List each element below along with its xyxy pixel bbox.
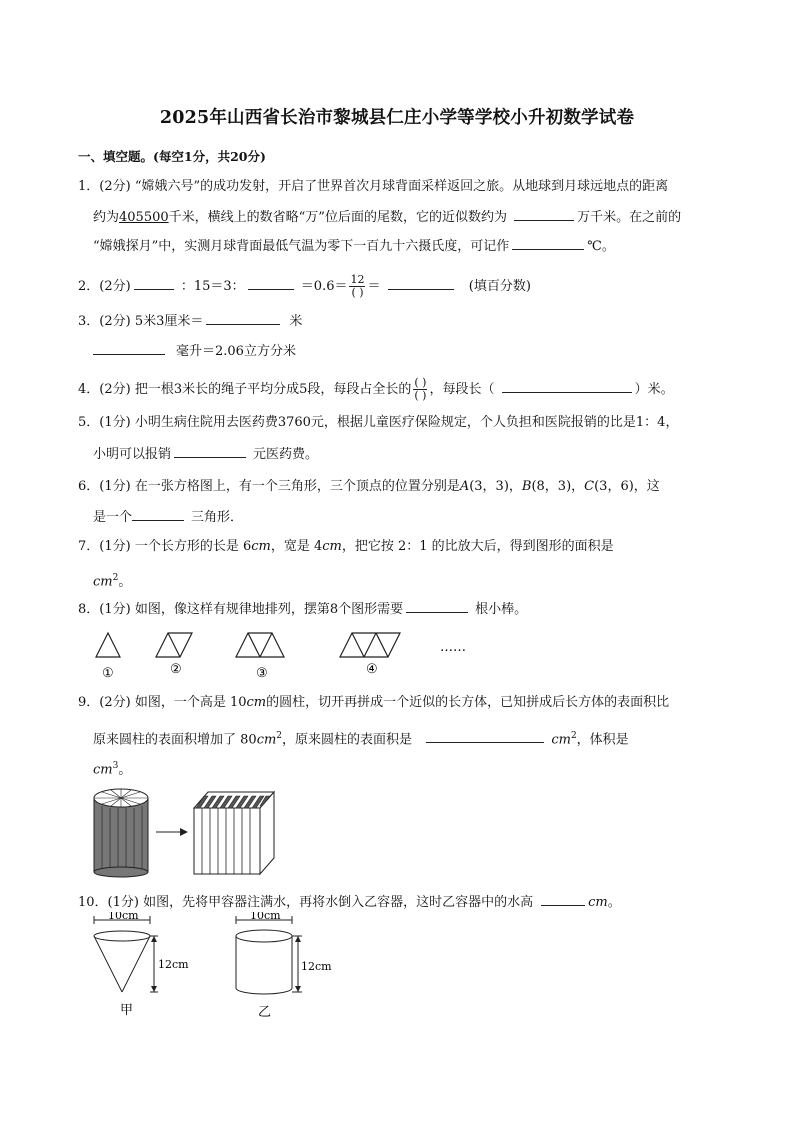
q2-blank2[interactable]: [248, 276, 294, 290]
q8: 8．(1分) 如图，像这样有规律地排列，摆第8个图形需要 根小棒。: [78, 599, 527, 619]
q1-blank1[interactable]: [514, 207, 574, 221]
cone-height-label: 12cm: [158, 958, 189, 971]
q10-blank[interactable]: [541, 892, 585, 906]
arrow-icon: [156, 828, 188, 836]
q9-line2: 原来圆柱的表面积增加了 $80cm^2$，原来圆柱的表面积是 $cm^2$，体积是: [93, 731, 629, 748]
q3-blank2[interactable]: [93, 341, 165, 355]
q1-line3: “嫦娥探月”中，实测月球背面最低气温为零下一百九十六摄氏度，可记作 ℃。: [93, 236, 615, 256]
pattern-label-1: ①: [102, 666, 114, 681]
q4-blank[interactable]: [502, 379, 632, 393]
q2-blank3[interactable]: [388, 276, 454, 290]
section-heading: 一、填空题。(每空1分，共20分): [78, 149, 266, 164]
q6-line2: 是一个 三角形．: [93, 507, 243, 527]
cylinder-name-label: 乙: [258, 1005, 272, 1020]
pattern-label-3: ③: [256, 666, 268, 681]
q7-line1: 7．(1分) 一个长方形的长是 6cm，宽是 4cm，把它按 2：1 的比放大后，得到图形的面积是: [78, 539, 614, 554]
q3-blank1[interactable]: [206, 311, 280, 325]
q4-fraction: $\frac{( )}{( )}$: [414, 376, 427, 402]
q5-line2: 小明可以报销 元医药费。: [93, 444, 318, 464]
cylinder-height-label: 12cm: [301, 960, 332, 973]
q2-blank1[interactable]: [134, 276, 174, 290]
cylinder-width-label: 10cm: [250, 912, 281, 922]
cuboid-shape: [194, 792, 274, 874]
cylinder-shape: [94, 789, 148, 877]
q6-blank[interactable]: [132, 507, 184, 521]
q7-line2: $cm^2$。: [93, 573, 132, 590]
cone-width-label: 10cm: [108, 912, 139, 922]
q1-line2: 约为405500千米，横线上的数省略“万”位后面的尾数，它的近似数约为 万千米。在之前的: [93, 207, 681, 227]
containers-figure: [86, 912, 346, 1024]
pattern-shape-3: [236, 633, 284, 657]
q5-line1: 5．(1分) 小明生病住院用去医药费3760元，根据儿童医疗保险规定，个人负担和医院报销的比是1：4，: [78, 415, 679, 430]
q1-number: 405500: [119, 210, 169, 225]
q9-blank1[interactable]: [426, 729, 544, 743]
q6-line1: 6．(1分) 在一张方格图上，有一个三角形，三个顶点的位置分别是A(3，3)，B(8，3)，C(3，6)，这: [78, 479, 660, 494]
q5-blank[interactable]: [174, 444, 246, 458]
q1-line1: 1．(2分) “嫦娥六号”的成功发射，开启了世界首次月球背面采样返回之旅。从地球到月球远地点的距离: [78, 179, 669, 194]
q9-line1: 9．(2分) 如图，一个高是 10cm的圆柱，切开再拼成一个近似的长方体，已知拼成后长方体的表面积比: [78, 695, 670, 710]
q1-blank2[interactable]: [512, 236, 584, 250]
q4: 4．(2分) 把一根3米长的绳子平均分成5段，每段占全长的 $\frac{( )}{( )}$ ，每段长（ ）米。: [78, 376, 674, 402]
page-title: 2025年山西省长治市黎城县仁庄小学等学校小升初数学试卷: [159, 108, 635, 128]
cone-container-jia: [94, 916, 158, 992]
pattern-ellipsis: ……: [440, 640, 466, 655]
q2: 2．(2分) ：15＝3： ＝0.6＝ $\frac{12}{( )}$ ＝ (填百分数): [78, 273, 531, 299]
pattern-shape-1: [96, 633, 120, 657]
cylinder-to-cuboid-figure: [90, 784, 280, 878]
q3-line2: 毫升＝2.06立方分米: [93, 341, 296, 361]
triangle-pattern-figure: [90, 627, 490, 683]
q10: 10．(1分) 如图，先将甲容器注满水，再将水倒入乙容器，这时乙容器中的水高 cm。: [78, 892, 621, 912]
cone-name-label: 甲: [120, 1003, 134, 1018]
q9-line3: $cm^3$。: [93, 761, 132, 778]
pattern-label-2: ②: [170, 662, 182, 677]
q8-blank[interactable]: [406, 599, 468, 613]
q2-fraction: $\frac{12}{( )}$: [350, 273, 365, 299]
pattern-label-4: ④: [366, 662, 378, 677]
q3-line1: 3．(2分) 5米3厘米＝ 米: [78, 311, 302, 331]
cylinder-container-yi: [236, 916, 302, 994]
